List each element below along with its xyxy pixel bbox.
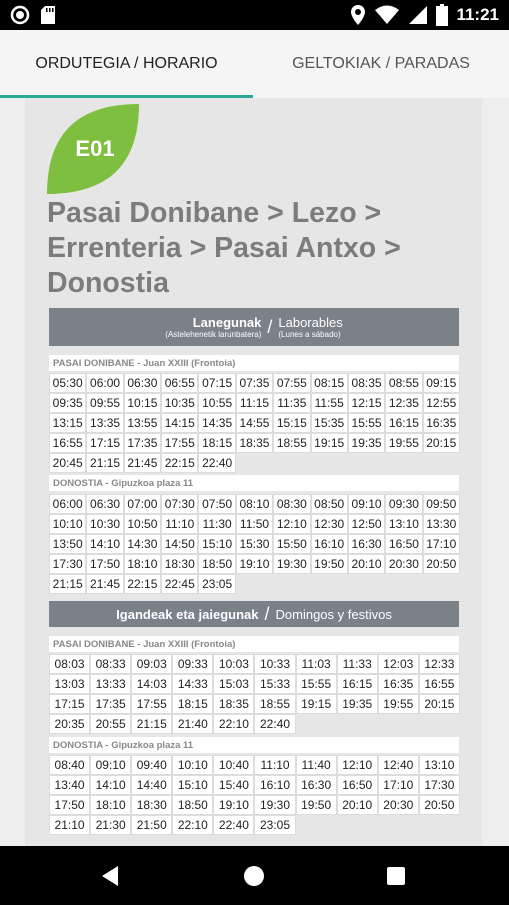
departure-time: 14:10 [86, 534, 123, 554]
back-button[interactable] [80, 846, 140, 905]
departure-time: 17:10 [423, 534, 460, 554]
departure-time: 07:55 [273, 373, 310, 393]
departure-time: 22:10 [172, 815, 213, 835]
departure-time: 10:40 [213, 755, 254, 775]
weekday-title-es: Laborables [278, 315, 343, 330]
weekday-title-eu: Lanegunak [192, 315, 262, 330]
departure-time: 15:55 [348, 413, 385, 433]
departure-time: 18:10 [90, 795, 131, 815]
route-title [47, 196, 467, 301]
departure-time: 09:35 [49, 393, 86, 413]
route-title-line: Errenteria > Pasai Antxo > [47, 232, 401, 264]
departure-time: 15:03 [213, 674, 254, 694]
departure-time: 18:55 [254, 694, 295, 714]
departure-time: 20:15 [419, 694, 460, 714]
departure-time: 17:10 [378, 775, 419, 795]
status-bar [0, 0, 509, 30]
weekday-subtitle-eu: (Astelehenetik larunbatera) [165, 330, 262, 339]
home-icon [243, 865, 265, 887]
stop-header: DONOSTIA - Gipuzkoa plaza 11 [49, 737, 459, 753]
departure-time: 10:10 [49, 514, 86, 534]
departure-time: 11:10 [161, 514, 198, 534]
departure-time: 08:35 [348, 373, 385, 393]
departure-time: 06:55 [161, 373, 198, 393]
stop-header: PASAI DONIBANE - Juan XXIII (Frontoia) [49, 636, 459, 652]
departure-time: 15:33 [254, 674, 295, 694]
departure-time: 15:35 [311, 413, 348, 433]
departure-time: 17:55 [131, 694, 172, 714]
departure-time: 20:10 [348, 554, 385, 574]
departure-time: 16:15 [385, 413, 422, 433]
departure-time: 09:55 [86, 393, 123, 413]
departure-time: 20:35 [49, 714, 90, 734]
departure-time: 11:40 [296, 755, 337, 775]
status-time: 11:21 [456, 5, 499, 24]
departure-time: 12:10 [337, 755, 378, 775]
departure-time: 09:33 [172, 654, 213, 674]
departure-time: 19:55 [385, 433, 422, 453]
recents-icon [386, 866, 406, 886]
departure-time: 13:10 [385, 514, 422, 534]
departure-time: 13:55 [124, 413, 161, 433]
departure-time: 17:35 [124, 433, 161, 453]
departure-time: 09:03 [131, 654, 172, 674]
departure-time: 20:15 [423, 433, 460, 453]
tab-bar [0, 30, 509, 98]
stop-header: PASAI DONIBANE - Juan XXIII (Frontoia) [49, 355, 459, 371]
sd-card-icon [40, 5, 56, 25]
departure-time: 22:15 [161, 453, 198, 473]
departure-time: 10:55 [198, 393, 235, 413]
departure-time: 08:30 [273, 494, 310, 514]
departure-time: 15:55 [296, 674, 337, 694]
departure-time: 10:15 [124, 393, 161, 413]
departure-time: 07:50 [198, 494, 235, 514]
departure-time: 18:55 [273, 433, 310, 453]
departure-time: 19:30 [254, 795, 295, 815]
departure-time: 11:35 [273, 393, 310, 413]
departure-time: 06:00 [49, 494, 86, 514]
departure-time: 12:35 [385, 393, 422, 413]
departure-time: 08:15 [311, 373, 348, 393]
departure-time: 19:50 [311, 554, 348, 574]
departure-time: 16:35 [378, 674, 419, 694]
departure-time: 18:30 [131, 795, 172, 815]
departure-time: 10:03 [213, 654, 254, 674]
departure-time: 13:10 [419, 755, 460, 775]
departure-time: 18:10 [124, 554, 161, 574]
departure-time: 21:15 [131, 714, 172, 734]
departure-time: 20:55 [90, 714, 131, 734]
departure-time: 19:35 [337, 694, 378, 714]
departure-time: 19:50 [296, 795, 337, 815]
departure-time: 09:40 [131, 755, 172, 775]
departure-time: 21:15 [86, 453, 123, 473]
departure-time: 16:55 [419, 674, 460, 694]
departure-time: 05:30 [49, 373, 86, 393]
back-icon [100, 865, 120, 887]
departure-time: 09:10 [90, 755, 131, 775]
holiday-title-es: Domingos y festivos [275, 606, 392, 622]
departure-time: 14:10 [90, 775, 131, 795]
departure-time: 15:15 [273, 413, 310, 433]
departure-time: 22:15 [124, 574, 161, 594]
departure-time: 14:35 [198, 413, 235, 433]
departure-time: 11:03 [296, 654, 337, 674]
departure-time: 09:30 [385, 494, 422, 514]
circle-record-icon [10, 5, 30, 25]
departure-time: 17:30 [419, 775, 460, 795]
wifi-icon [374, 5, 400, 25]
departure-time: 17:55 [161, 433, 198, 453]
departure-time: 08:33 [90, 654, 131, 674]
departure-time: 20:30 [385, 554, 422, 574]
departure-time: 22:45 [161, 574, 198, 594]
departure-time: 09:15 [423, 373, 460, 393]
departure-time: 13:30 [423, 514, 460, 534]
departure-time: 14:15 [161, 413, 198, 433]
departure-time: 14:50 [161, 534, 198, 554]
departure-time: 22:10 [213, 714, 254, 734]
departure-time: 14:03 [131, 674, 172, 694]
departure-time: 08:40 [49, 755, 90, 775]
departure-time: 18:50 [172, 795, 213, 815]
departure-time: 12:10 [273, 514, 310, 534]
departure-time: 17:50 [49, 795, 90, 815]
departure-time: 10:10 [172, 755, 213, 775]
departure-time: 10:35 [161, 393, 198, 413]
band-separator: / [264, 603, 270, 624]
departure-time: 21:50 [131, 815, 172, 835]
departure-time: 08:50 [311, 494, 348, 514]
departure-time: 19:15 [311, 433, 348, 453]
departure-time: 15:30 [236, 534, 273, 554]
departure-time: 18:50 [198, 554, 235, 574]
departure-time: 12:40 [378, 755, 419, 775]
departure-time: 21:40 [172, 714, 213, 734]
weekday-subtitle-es: (Lunes a sábado) [278, 330, 341, 339]
route-title-line: Pasai Donibane > Lezo > [47, 197, 382, 229]
departure-time: 07:15 [198, 373, 235, 393]
departure-time: 12:03 [378, 654, 419, 674]
home-button[interactable] [224, 846, 284, 905]
departure-time: 18:35 [236, 433, 273, 453]
location-icon [350, 4, 366, 26]
departure-time: 06:30 [124, 373, 161, 393]
departure-time: 16:30 [296, 775, 337, 795]
departure-time: 06:00 [86, 373, 123, 393]
holiday-title-eu: Igandeak eta jaiegunak [116, 606, 259, 622]
departure-time: 08:55 [385, 373, 422, 393]
departure-time: 21:10 [49, 815, 90, 835]
band-separator: / [267, 316, 273, 337]
departure-time: 12:33 [419, 654, 460, 674]
departure-time: 16:35 [423, 413, 460, 433]
departure-time: 18:30 [161, 554, 198, 574]
departure-time: 18:15 [198, 433, 235, 453]
timetable-page [25, 98, 482, 846]
departure-time: 13:35 [86, 413, 123, 433]
times-grid [49, 654, 460, 734]
departure-time: 08:03 [49, 654, 90, 674]
departure-time: 16:55 [49, 433, 86, 453]
departure-time: 10:30 [86, 514, 123, 534]
battery-icon [436, 4, 448, 26]
departure-time: 07:00 [124, 494, 161, 514]
departure-time: 12:15 [348, 393, 385, 413]
departure-time: 20:10 [337, 795, 378, 815]
times-grid [49, 494, 460, 594]
departure-time: 21:45 [86, 574, 123, 594]
departure-time: 11:10 [254, 755, 295, 775]
departure-time: 18:15 [172, 694, 213, 714]
departure-time: 19:35 [348, 433, 385, 453]
times-grid [49, 373, 460, 473]
route-leaf-badge [47, 104, 139, 194]
departure-time: 17:15 [86, 433, 123, 453]
departure-time: 17:15 [49, 694, 90, 714]
departure-time: 16:10 [254, 775, 295, 795]
departure-time: 22:40 [198, 453, 235, 473]
departure-time: 13:50 [49, 534, 86, 554]
departure-time: 19:15 [296, 694, 337, 714]
departure-time: 14:40 [131, 775, 172, 795]
departure-time: 10:33 [254, 654, 295, 674]
departure-time: 09:10 [348, 494, 385, 514]
departure-time: 23:05 [198, 574, 235, 594]
route-title-line: Donostia [47, 267, 169, 299]
departure-time: 17:30 [49, 554, 86, 574]
departure-time: 13:03 [49, 674, 90, 694]
departure-time: 18:35 [213, 694, 254, 714]
departure-time: 20:45 [49, 453, 86, 473]
times-grid [49, 755, 460, 835]
signal-icon [408, 5, 428, 25]
departure-time: 11:50 [236, 514, 273, 534]
holiday-header [49, 601, 459, 627]
departure-time: 16:50 [337, 775, 378, 795]
departure-time: 15:10 [172, 775, 213, 795]
departure-time: 16:15 [337, 674, 378, 694]
departure-time: 12:55 [423, 393, 460, 413]
departure-time: 13:15 [49, 413, 86, 433]
navigation-bar [0, 846, 509, 905]
departure-time: 21:45 [124, 453, 161, 473]
departure-time: 11:15 [236, 393, 273, 413]
departure-time: 19:30 [273, 554, 310, 574]
departure-time: 09:50 [423, 494, 460, 514]
departure-time: 11:55 [311, 393, 348, 413]
tab-paradas[interactable]: GELTOKIAK / PARADAS [292, 55, 470, 72]
departure-time: 13:40 [49, 775, 90, 795]
departure-time: 19:10 [236, 554, 273, 574]
recents-button[interactable] [366, 846, 426, 905]
departure-time: 11:33 [337, 654, 378, 674]
weekday-header [49, 308, 459, 346]
departure-time: 07:35 [236, 373, 273, 393]
departure-time: 22:40 [254, 714, 295, 734]
departure-time: 07:30 [161, 494, 198, 514]
departure-time: 19:55 [378, 694, 419, 714]
departure-time: 20:50 [423, 554, 460, 574]
route-code: E01 [75, 136, 115, 161]
stop-header: DONOSTIA - Gipuzkoa plaza 11 [49, 475, 459, 491]
departure-time: 16:10 [311, 534, 348, 554]
departure-time: 15:10 [198, 534, 235, 554]
departure-time: 21:15 [49, 574, 86, 594]
tab-horario[interactable]: ORDUTEGIA / HORARIO [35, 55, 218, 72]
departure-time: 20:30 [378, 795, 419, 815]
departure-time: 11:30 [198, 514, 235, 534]
departure-time: 06:30 [86, 494, 123, 514]
departure-time: 10:50 [124, 514, 161, 534]
departure-time: 12:30 [311, 514, 348, 534]
departure-time: 15:40 [213, 775, 254, 795]
departure-time: 17:50 [86, 554, 123, 574]
departure-time: 14:33 [172, 674, 213, 694]
departure-time: 20:50 [419, 795, 460, 815]
departure-time: 13:33 [90, 674, 131, 694]
departure-time: 16:50 [385, 534, 422, 554]
departure-time: 14:30 [124, 534, 161, 554]
departure-time: 16:30 [348, 534, 385, 554]
departure-time: 22:40 [213, 815, 254, 835]
departure-time: 15:50 [273, 534, 310, 554]
departure-time: 12:50 [348, 514, 385, 534]
departure-time: 17:35 [90, 694, 131, 714]
departure-time: 21:30 [90, 815, 131, 835]
departure-time: 14:55 [236, 413, 273, 433]
departure-time: 23:05 [254, 815, 295, 835]
departure-time: 08:10 [236, 494, 273, 514]
departure-time: 19:10 [213, 795, 254, 815]
